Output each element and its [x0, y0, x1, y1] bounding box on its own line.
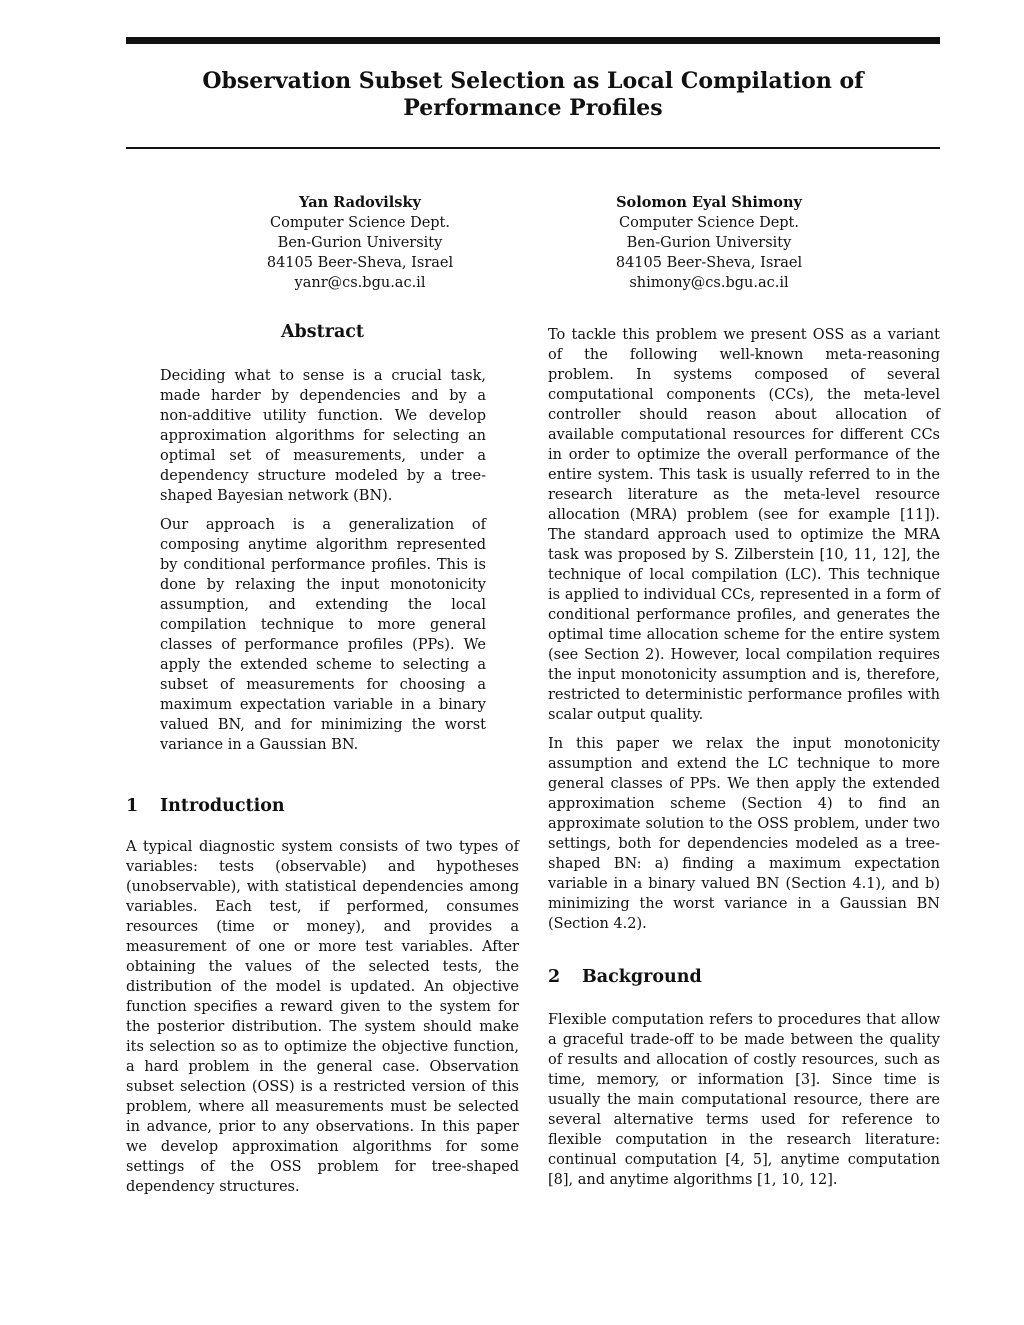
title-rule: [126, 147, 940, 149]
abstract: [126, 366, 519, 755]
section-number: 1: [126, 796, 139, 816]
section-heading-introduction: [126, 794, 519, 818]
background-paragraph: Flexible computation refers to procedures that allow a graceful trade-off to be made between the quality of results and allocation of costly resources, such as time, memory, or information [3]. Since time is usually the main computational resource, there are several alternative terms used for reference to flexible computation in the research literature: continual computation [4, 5], anytime computation [8], and anytime algorithms [1, 10, 12].: [548, 1012, 940, 1188]
author-email: yanr@cs.bgu.ac.il: [294, 275, 426, 291]
section-title: Introduction: [160, 796, 285, 816]
abstract-paragraph: Our approach is a generalization of composing anytime algorithm represented by conditional performance profiles. This is done by relaxing the input monotonicity assumption, and extending the local compilation technique to more general classes of performance profiles (PPs). We apply the extended scheme to selecting a subset of measurements for choosing a maximum expectation variable in a binary valued BN, and for minimizing the worst variance in a Gaussian BN.: [160, 517, 486, 753]
section-number: 2: [548, 967, 561, 987]
body-paragraph: To tackle this problem we present OSS as a variant of the following well-known meta-reasoning problem. In systems composed of several computational components (CCs), the meta-level controller should reason about allocation of available computational resources for different CCs in order to optimize the overall performance of the entire system. This task is usually referred to in the research literature as the meta-level resource allocation (MRA) problem (see for example [11]). The standard approach used to optimize the MRA task was proposed by S. Zilberstein [10, 11, 12], the technique of local compilation (LC). This technique is applied to individual CCs, represented in a form of conditional performance profiles, and generates the optimal time allocation scheme for the entire system (see Section 2). However, local compilation requires the input monotonicity assumption and is, therefore, restricted to deterministic performance profiles with scalar output quality.: [548, 327, 940, 723]
author-block-2: [539, 193, 879, 293]
author-dept: Computer Science Dept.: [270, 215, 450, 231]
author-university: Ben-Gurion University: [626, 235, 792, 251]
author-name: Solomon Eyal Shimony: [616, 194, 802, 211]
top-rule: [126, 37, 940, 44]
author-block-1: [190, 193, 530, 293]
body-paragraph: In this paper we relax the input monotonicity assumption and extend the LC technique to more general classes of PPs. We then apply the extended approximation scheme (Section 4) to find an approximate solution to the OSS problem, under two settings, both for dependencies modeled as a tree-shaped BN: a) finding a maximum expectation variable in a binary valued BN (Section 4.1), and b) minimizing the worst variance in a Gaussian BN (Section 4.2).: [548, 736, 940, 932]
abstract-paragraph: Deciding what to sense is a crucial task, made harder by dependencies and by a non-additive utility function. We develop approximation algorithms for selecting an optimal set of measurements, under a dependency structure modeled by a tree-shaped Bayesian network (BN).: [160, 368, 486, 504]
section-heading-background: [548, 965, 940, 989]
author-address: 84105 Beer-Sheva, Israel: [266, 255, 454, 271]
section-title: Background: [582, 967, 702, 987]
author-address: 84105 Beer-Sheva, Israel: [615, 255, 803, 271]
abstract-heading: Abstract: [280, 322, 365, 342]
left-column: [126, 320, 519, 1206]
right-column: [548, 325, 940, 1199]
paper-title: Observation Subset Selection as Local Compilation of Performance Profiles: [202, 68, 864, 121]
introduction-paragraph: A typical diagnostic system consists of two types of variables: tests (observable) and hypotheses (unobservable), with statistical dependencies among variables. Each test, if performed, consumes resources (time or money), and provides a measurement of one or more test variables. After obtaining the values of the selected tests, the distribution of the model is updated. An objective function specifies a reward given to the system for the posterior distribution. The system should make its selection so as to optimize the objective function, a hard problem in the general case. Observation subset selection (OSS) is a restricted version of this problem, where all measurements must be selected in advance, prior to any observations. In this paper we develop approximation algorithms for some settings of the OSS problem for tree-shaped dependency structures.: [126, 839, 519, 1195]
author-university: Ben-Gurion University: [277, 235, 443, 251]
author-name: Yan Radovilsky: [299, 194, 421, 211]
author-dept: Computer Science Dept.: [619, 215, 799, 231]
author-email: shimony@cs.bgu.ac.il: [629, 275, 789, 291]
